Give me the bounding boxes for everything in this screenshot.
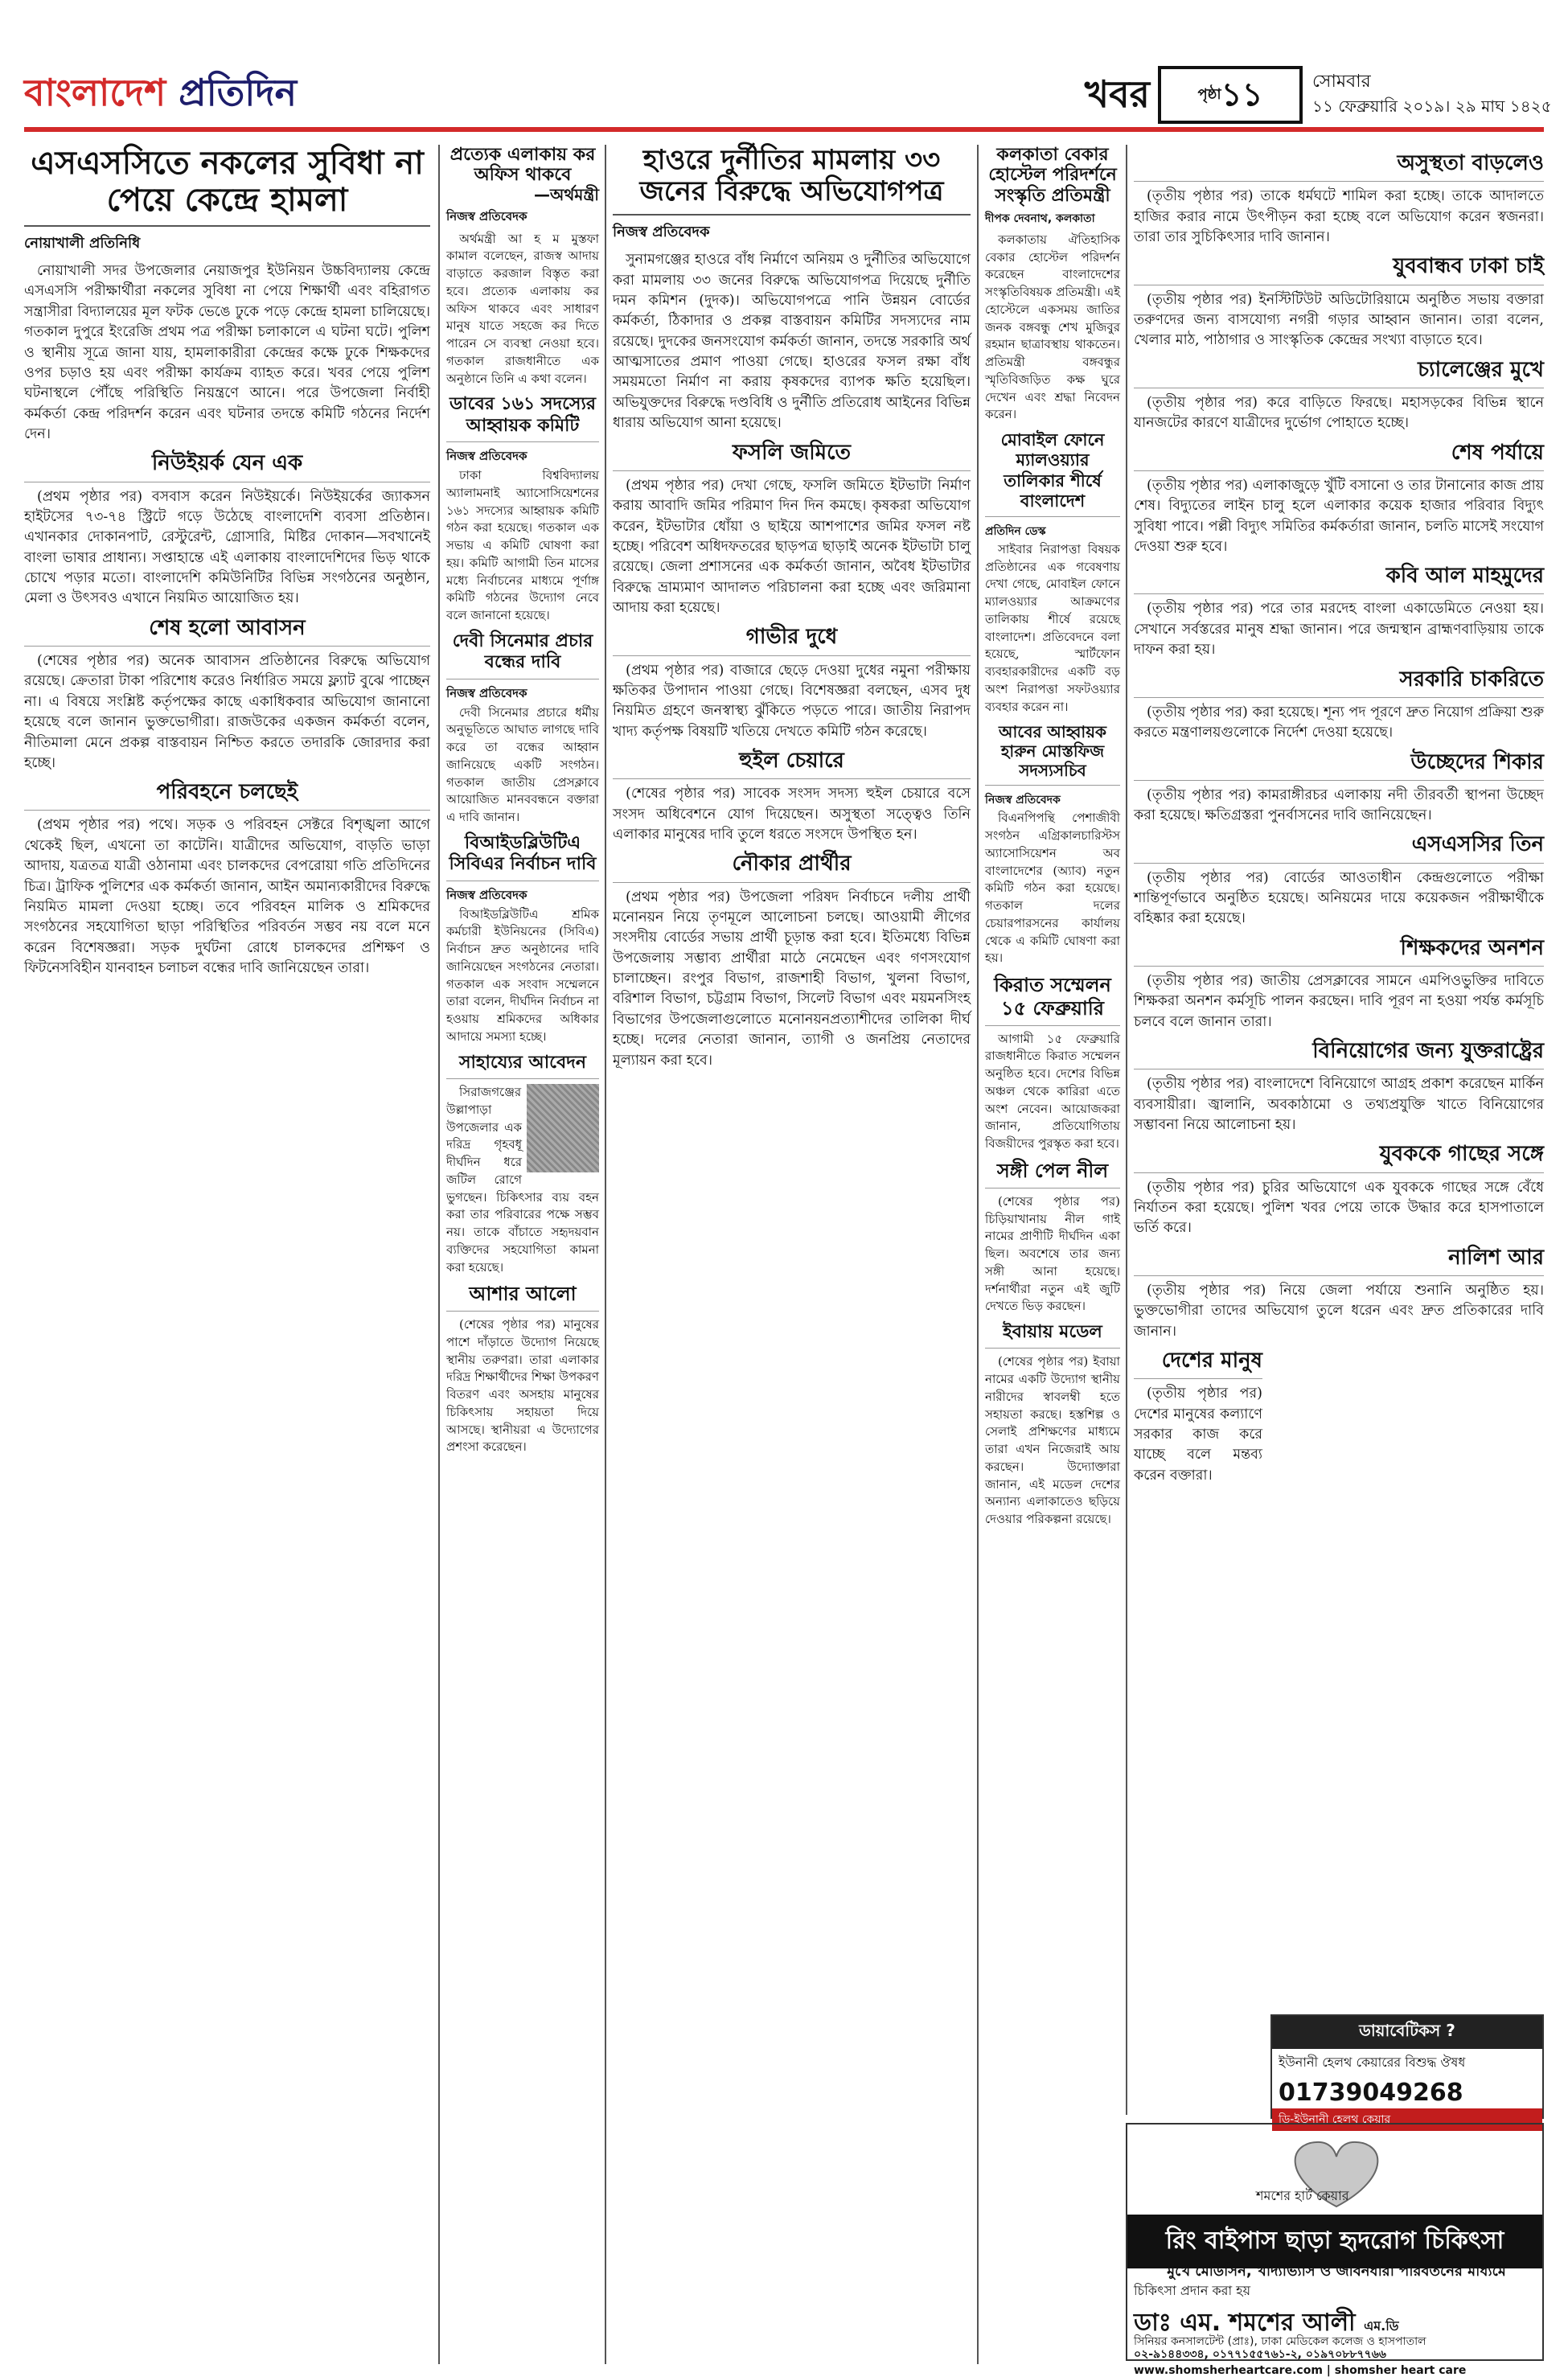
- doctor-name-text: ডাঃ এম. শমশের আলী: [1134, 2309, 1356, 2337]
- article-body: [446, 906, 599, 1046]
- masthead-rule: [24, 127, 1544, 132]
- logo-part-2: প্রতিদিন: [179, 71, 298, 114]
- headline: প্রত্যেক এলাকায় কর অফিস থাকবে: [449, 145, 596, 186]
- subheadline: শেষ পর্যায়ে: [1134, 441, 1544, 471]
- article-body: [613, 250, 971, 433]
- subheadline: আবের আহ্বায়ক হারুন মোস্তফিজ সদস্যসচিব: [985, 722, 1120, 786]
- article-body: [1134, 1384, 1262, 1486]
- ad-line: মুখে মেডিসিন, খাদ্যাভ্যাস ও জীবনধারা পরিবর্তনের মাধ্যমে: [1167, 2263, 1506, 2280]
- paragraph: সিরাজগঞ্জের উল্লাপাড়া উপজেলার এক দরিদ্র গৃহবধূ দীর্ঘদিন ধরে জটিল রোগে ভুগছেন। চিকিৎসার ব্যয় বহন করা তার পরিবারের পক্ষে সম্ভব নয়। তাকে বাঁচাতে সহৃদয়বান ব্যক্তিদের সহযোগিতা কামনা করা হয়েছে।: [446, 1085, 599, 1275]
- paragraph: (তৃতীয় পৃষ্ঠার পর) এলাকাজুড়ে খুঁটি বসানো ও তার টানানোর কাজ প্রায় শেষ। বিদ্যুতের লাইন চালু হলে এলাকার কয়েক হাজার পরিবার বিদ্যুৎ সুবিধা পাবে। পল্লী বিদ্যুৎ সমিতির কর্মকর্তারা জানান, চলতি মাসেই সংযোগ দেওয়া শুরু হবে।: [1134, 477, 1544, 555]
- lead-headline: হাওরে দুর্নীতির মামলায় ৩৩ জনের বিরুদ্ধে অভিযোগপত্র: [613, 145, 971, 216]
- subheadline: অসুস্থতা বাড়লেও: [1134, 151, 1544, 182]
- byline: নিজস্ব প্রতিবেদক: [446, 887, 527, 902]
- article-body: [446, 467, 599, 625]
- ad-footer: ডি-ইউনানী হেলথ কেয়ার: [1272, 2108, 1542, 2131]
- subheadline: কিরাত সম্মেলন ১৫ ফেব্রুয়ারি: [985, 974, 1120, 1026]
- article-body: [985, 1193, 1120, 1316]
- paragraph: (তৃতীয় পৃষ্ঠার পর) করা হয়েছে। শূন্য পদ পূরণে দ্রুত নিয়োগ প্রক্রিয়া শুরু করতে মন্ত্রণালয়গুলোকে নির্দেশ দেওয়া হয়েছে।: [1134, 704, 1544, 741]
- article-body: [1134, 971, 1544, 1032]
- subheadline: চ্যালেঞ্জের মুখে: [1134, 358, 1544, 388]
- column-5: [1134, 145, 1544, 2010]
- article-body: [1134, 290, 1544, 351]
- article-body: [1134, 1074, 1544, 1135]
- byline: দীপক দেবনাথ, কলকাতা: [985, 211, 1095, 225]
- subheadline: ইবায়ায় মডেল: [985, 1322, 1120, 1349]
- page-number-box: [1158, 66, 1303, 124]
- subheadline: যুববান্ধব ঢাকা চাই: [1134, 254, 1544, 285]
- article-body: [613, 784, 971, 845]
- subheadline: হুইল চেয়ারে: [613, 749, 971, 779]
- subheadline: সাহায্যের আবেদন: [446, 1053, 599, 1079]
- column-1: [24, 145, 430, 2364]
- paragraph: অর্থমন্ত্রী আ হ ম মুস্তফা কামাল বলেছেন, রাজস্ব আদায় বাড়াতে করজাল বিস্তৃত করা হবে। প্রত্যেক এলাকায় কর অফিস থাকবে এবং সাধারণ মানুষ যাতে সহজে কর দিতে পারেন সে ব্যবস্থা নেওয়া হবে। গতকাল রাজধানীতে এক অনুষ্ঠানে তিনি এ কথা বলেন।: [446, 231, 599, 386]
- paragraph: (প্রথম পৃষ্ঠার পর) পথে। সড়ক ও পরিবহন সেক্টরে বিশৃঙ্খলা আগে থেকেই ছিল, এখনো তা কাটেনি। যাত্রীদের অভিযোগ, বাড়তি ভাড়া আদায়, যত্রতত্র যাত্রী ওঠানামা এবং চালকদের বেপরোয়া গতি প্রতিদিনের চিত্র। ট্রাফিক পুলিশের এক কর্মকর্তা জানান, আইন অমান্যকারীদের বিরুদ্ধে নিয়মিত মামলা দেওয়া হচ্ছে। তবে পরিবহন মালিক ও শ্রমিকদের সংগঠনের সহযোগিতা ছাড়া পরিস্থিতির পরিবর্তন সম্ভব নয় বলে মনে করেন বিশেষজ্ঞরা। সড়ক দুর্ঘটনা রোধে চালকদের প্রশিক্ষণ ও ফিটনেসবিহীন যানবাহন চলাচল বন্ধের দাবি জানিয়েছেন তারা।: [24, 817, 430, 977]
- byline: নিজস্ব প্রতিবেদক: [446, 449, 527, 464]
- byline: নিজস্ব প্রতিবেদক: [985, 794, 1061, 807]
- subheadline: নালিশ আর: [1134, 1246, 1544, 1276]
- subheadline: সরকারি চাকরিতে: [1134, 667, 1544, 698]
- paragraph: সুনামগঞ্জের হাওরে বাঁধ নির্মাণে অনিয়ম ও দুর্নীতির অভিযোগে করা মামলায় ৩৩ জনের বিরুদ্ধে অভিযোগপত্র দিয়েছে দুর্নীতি দমন কমিশন (দুদক)। অভিযোগপত্রে পানি উন্নয়ন বোর্ডের কর্মকর্তা, ঠিকাদার ও প্রকল্প বাস্তবায়ন কমিটির সদস্যদের নাম রয়েছে। দুদকের জনসংযোগ কর্মকর্তা জানান, তদন্তে সরকারি অর্থ আত্মসাতের প্রমাণ পাওয়া গেছে। হাওরের ফসল রক্ষা বাঁধ সময়মতো নির্মাণ না করায় কৃষকদের ব্যাপক ক্ষতি হয়েছিল। অভিযুক্তদের বিরুদ্ধে দণ্ডবিধি ও দুর্নীতি প্রতিরোধ আইনের বিভিন্ন ধারায় অভিযোগ আনা হয়েছে।: [613, 252, 971, 432]
- column-rule: [605, 145, 606, 2364]
- subheadline: কবি আল মাহমুদের: [1134, 564, 1544, 594]
- date: ১১ ফেব্রুয়ারি ২০১৯। ২৯ মাঘ ১৪২৫: [1312, 96, 1552, 116]
- newspaper-logo: [24, 64, 354, 121]
- subheadline: নৌকার প্রার্থীর: [613, 852, 971, 882]
- byline: নিজস্ব প্রতিবেদক: [446, 685, 527, 700]
- doctor-designation: সিনিয়র কনসালটেন্ট (প্রাঃ), ঢাকা মেডিকেল কলেজ ও হাসপাতাল: [1134, 2335, 1426, 2348]
- article-body: [985, 232, 1120, 424]
- ad-title: ডায়াবেটিকস ?: [1272, 2016, 1542, 2049]
- article-body: [1134, 393, 1544, 434]
- article-body: [1134, 703, 1544, 744]
- column-rule: [1126, 145, 1127, 2115]
- section-label: খবর: [1084, 72, 1150, 116]
- paragraph: (প্রথম পৃষ্ঠার পর) দেখা গেছে, ফসলি জমিতে ইটভাটা নির্মাণ করায় আবাদি জমির পরিমাণ দিন দিন কমছে। কৃষকরা অভিযোগ করেন, ইটভাটার ধোঁয়া ও ছাইয়ে আশপাশের জমির ফসল নষ্ট হচ্ছে। পরিবেশ অধিদফতরের ছাড়পত্র ছাড়াই অনেক ইটভাটা চালু রয়েছে। জেলা প্রশাসনের এক কর্মকর্তা জানান, অবৈধ ইটভাটার বিরুদ্ধে ভ্রাম্যমাণ আদালত পরিচালনা করা হচ্ছে এবং জরিমানা আদায় করা হয়েছে।: [613, 477, 971, 616]
- ad-phone: [1134, 2345, 1542, 2377]
- article-body: [613, 888, 971, 1071]
- column-3: [613, 145, 971, 2364]
- doctor-degree: এম.ডি: [1364, 2318, 1399, 2334]
- paragraph: আগামী ১৫ ফেব্রুয়ারি রাজধানীতে কিরাত সম্মেলন অনুষ্ঠিত হবে। দেশের বিভিন্ন অঞ্চল থেকে কারিরা এতে অংশ নেবেন। আয়োজকরা জানান, প্রতিযোগিতায় বিজয়ীদের পুরস্কৃত করা হবে।: [985, 1031, 1120, 1152]
- subheadline: গাভীর দুধে: [613, 625, 971, 655]
- article-body: [1134, 1281, 1544, 1342]
- lead-headline: এসএসসিতে নকলের সুবিধা না পেয়ে কেন্দ্রে হামলা: [24, 145, 430, 227]
- subheadline: এসএসসির তিন: [1134, 832, 1544, 863]
- subheadline: ডাবের ১৬১ সদস্যের আহ্বায়ক কমিটি: [446, 394, 599, 442]
- paragraph: (শেষের পৃষ্ঠার পর) সাবেক সংসদ সদস্য হুইল চেয়ারে বসে সংসদ অধিবেশনে যোগ দিয়েছেন। অসুস্থতা সত্ত্বেও তিনি এলাকার মানুষের দাবি তুলে ধরতে সংসদে উপস্থিত হন।: [613, 786, 971, 843]
- subheadline: বিনিয়োগের জন্য যুক্তরাষ্ট্রের: [1134, 1039, 1544, 1069]
- byline: নোয়াখালী প্রতিনিধি: [24, 235, 141, 252]
- paragraph: (তৃতীয় পৃষ্ঠার পর) দেশের মানুষের কল্যাণে সরকার কাজ করে যাচ্ছে বলে মন্তব্য করেন বক্তারা।: [1134, 1386, 1262, 1484]
- article-body: [1134, 1178, 1544, 1239]
- paragraph: দেবী সিনেমার প্রচারে ধর্মীয় অনুভূতিতে আঘাত লাগছে দাবি করে তা বন্ধের আহ্বান জানিয়েছে একটি সংগঠন। গতকাল জাতীয় প্রেসক্লাবে আয়োজিত মানববন্ধনে বক্তারা এ দাবি জানান।: [446, 704, 599, 825]
- subheadline: নিউইয়র্ক যেন এক: [24, 451, 430, 482]
- page-label: পৃষ্ঠা: [1197, 86, 1221, 103]
- article-body: [985, 810, 1120, 967]
- column-rule: [977, 145, 979, 2364]
- article-body: [1134, 599, 1544, 660]
- article-body: [985, 1353, 1120, 1529]
- subheadline: সঙ্গী পেল নীল: [985, 1160, 1120, 1188]
- article-body: [24, 815, 430, 979]
- article-body: [1134, 476, 1544, 558]
- paragraph: (তৃতীয় পৃষ্ঠার পর) তাকে ধর্মঘটে শামিল করা হচ্ছে। তাকে আদালতে হাজির করার নামে উৎপীড়ন করা হচ্ছে বলে অভিযোগ করেন স্বজনরা। তারা তার সুচিকিৎসার দাবি জানান।: [1134, 188, 1544, 245]
- article-body: [985, 1031, 1120, 1153]
- ad-text: ইউনানী হেলথ কেয়ারের বিশুদ্ধ ঔষধ: [1279, 2055, 1466, 2070]
- article-body: [24, 261, 430, 445]
- paragraph: (শেষের পৃষ্ঠার পর) অনেক আবাসন প্রতিষ্ঠানের বিরুদ্ধে অভিযোগ রয়েছে। ক্রেতারা টাকা পরিশোধ করেও নির্ধারিত সময়ে ফ্ল্যাট বুঝে পাচ্ছেন না। এ বিষয়ে সংশ্লিষ্ট কর্তৃপক্ষের কাছে একাধিকবার অভিযোগ জানানো হয়েছে বলে জানান ভুক্তভোগীরা। রাজউকের একজন কর্মকর্তা বলেন, নীতিমালা মেনে প্রকল্প বাস্তবায়ন নিশ্চিত করতে তদারকি জোরদার করা হচ্ছে।: [24, 653, 430, 771]
- paragraph: কলকাতায় ঐতিহাসিক বেকার হোস্টেল পরিদর্শন করেছেন বাংলাদেশের সংস্কৃতিবিষয়ক প্রতিমন্ত্রী। এই হোস্টেলে একসময় জাতির জনক বঙ্গবন্ধু শেখ মুজিবুর রহমান ছাত্রাবস্থায় থাকতেন। প্রতিমন্ত্রী বঙ্গবন্ধুর স্মৃতিবিজড়িত কক্ষ ঘুরে দেখেন এবং শ্রদ্ধা নিবেদন করেন।: [985, 232, 1120, 422]
- paragraph: (তৃতীয় পৃষ্ঠার পর) বোর্ডের আওতাধীন কেন্দ্রগুলোতে পরীক্ষা শান্তিপূর্ণভাবে অনুষ্ঠিত হয়েছে। অনিয়মের দায়ে কয়েকজন পরীক্ষার্থীকে বহিষ্কার করা হয়েছে।: [1134, 869, 1544, 927]
- article-body: [24, 651, 430, 774]
- subheadline: শেষ হলো আবাসন: [24, 616, 430, 647]
- page-number: ১১: [1221, 76, 1263, 113]
- subheadline: পরিবহনে চলছেই: [24, 780, 430, 811]
- website[interactable]: www.shomsherheartcare.com | shomsher heart care: [1134, 2364, 1467, 2377]
- article-body: [446, 1316, 599, 1456]
- paragraph: (তৃতীয় পৃষ্ঠার পর) চুরির অভিযোগে এক যুবককে গাছের সঙ্গে বেঁধে নির্যাতন করা হয়েছে। পুলিশ খবর পেয়ে তাকে উদ্ধার করে হাসপাতালে ভর্তি করে।: [1134, 1179, 1544, 1237]
- paragraph: (তৃতীয় পৃষ্ঠার পর) নিয়ে জেলা পর্যায়ে শুনানি অনুষ্ঠিত হয়। ভুক্তভোগীরা তাদের অভিযোগ তুলে ধরেন এবং দ্রুত প্রতিকারের দাবি জানান।: [1134, 1282, 1544, 1340]
- paragraph: (প্রথম পৃষ্ঠার পর) বাজারে ছেড়ে দেওয়া দুধের নমুনা পরীক্ষায় ক্ষতিকর উপাদান পাওয়া গেছে। বিশেষজ্ঞরা বলছেন, এসব দুধ নিয়মিত গ্রহণে জনস্বাস্থ্য ঝুঁকিতে পড়তে পারে। জাতীয় নিরাপদ খাদ্য কর্তৃপক্ষ বিষয়টি খতিয়ে দেখতে কমিটি গঠন করেছে।: [613, 662, 971, 740]
- paragraph: (প্রথম পৃষ্ঠার পর) বসবাস করেন নিউইয়র্কে। নিউইয়র্কের জ্যাকসন হাইটসের ৭৩-৭৪ স্ট্রিটে গড়ে উঠেছে বাংলাদেশি ব্যবসা প্রতিষ্ঠান। এখানকার দোকানপাট, রেস্টুরেন্ট, গ্রোসারি, মিষ্টির দোকান—সবখানেই বাংলা ভাষার প্রাধান্য। সপ্তাহান্তে এই এলাকায় বাংলাদেশিদের ভিড় থাকে চোখে পড়ার মতো। বাংলাদেশি কমিউনিটির বিভিন্ন সংগঠনের অনুষ্ঠান, মেলা ও উৎসবও এখানে নিয়মিত আয়োজিত হয়।: [24, 488, 430, 607]
- article-body: [1134, 187, 1544, 248]
- column-rule: [438, 145, 440, 2364]
- subheadline: যুবককে গাছের সঙ্গে: [1134, 1142, 1544, 1172]
- person-photo: [527, 1084, 599, 1172]
- article-body: [1134, 786, 1544, 827]
- subheadline: বিআইডব্লিউটিএ সিবিএর নির্বাচন দাবি: [446, 833, 599, 881]
- article-body: [446, 704, 599, 827]
- paragraph: (প্রথম পৃষ্ঠার পর) উপজেলা পরিষদ নির্বাচনে দলীয় প্রার্থী মনোনয়ন নিয়ে তৃণমূলে আলোচনা চলছে। আওয়ামী লীগের সংসদীয় বোর্ডের সভায় প্রার্থী চূড়ান্ত করা হবে। ইতিমধ্যে বিভিন্ন উপজেলায় সম্ভাব্য প্রার্থীরা মাঠে নেমেছেন এবং গণসংযোগ চালাচ্ছেন। রংপুর বিভাগ, রাজশাহী বিভাগ, খুলনা বিভাগ, বরিশাল বিভাগ, চট্টগ্রাম বিভাগ, সিলেট বিভাগ এবং ময়মনসিংহ বিভাগের উপজেলাগুলোতে মনোনয়নপ্রত্যাশীদের তালিকা দীর্ঘ হচ্ছে। দলের নেতারা জানান, ত্যাগী ও জনপ্রিয় নেতাদের মূল্যায়ন করা হবে।: [613, 889, 971, 1069]
- article-body: [613, 661, 971, 743]
- paragraph: (শেষের পৃষ্ঠার পর) মানুষের পাশে দাঁড়াতে উদ্যোগ নিয়েছে স্থানীয় তরুণরা। তারা এলাকার দরিদ্র শিক্ষার্থীদের শিক্ষা উপকরণ বিতরণ এবং অসহায় মানুষের চিকিৎসায় সহায়তা দিয়ে আসছে। স্থানীয়রা এ উদ্যোগের প্রশংসা করেছেন।: [446, 1317, 599, 1455]
- subheadline: ফসলি জমিতে: [613, 441, 971, 471]
- attribution: —অর্থমন্ত্রী: [534, 184, 599, 204]
- phone-numbers: ০২-৯১৪৪৩৩৪, ০১৭৭১৫৫৭৬১-২, ০১৯৭০৮৮৭৭৬৬: [1134, 2348, 1386, 2361]
- article-body: [613, 476, 971, 619]
- diabetes-ad: [1270, 2014, 1544, 2126]
- byline: প্রতিদিন ডেস্ক: [985, 524, 1046, 538]
- paragraph: (তৃতীয় পৃষ্ঠার পর) পরে তার মরদেহ বাংলা একাডেমিতে নেওয়া হয়। সেখানে সর্বস্তরের মানুষ শ্রদ্ধা জানান। পরে জন্মস্থান ব্রাহ্মণবাড়িয়ায় তাকে দাফন করা হয়।: [1134, 601, 1544, 659]
- subheadline: শিক্ষকদের অনশন: [1134, 936, 1544, 967]
- paragraph: নোয়াখালী সদর উপজেলার নেয়াজপুর ইউনিয়ন উচ্চবিদ্যালয় কেন্দ্রে এসএসসি পরীক্ষার্থীরা নকলের সুবিধা না পেয়ে শিক্ষার্থী এবং বহিরাগত সন্ত্রাসীরা বিদ্যালয়ের মূল ফটক ভেঙে ঢুকে পড়ে কেন্দ্রে হামলা চালিয়েছে। গতকাল দুপুরে ইংরেজি প্রথম পত্র পরীক্ষা চলাকালে এ ঘটনা ঘটে। পুলিশ ও স্থানীয় সূত্রে জানা যায়, হামলাকারীরা কেন্দ্রের কক্ষে ঢুকে শিক্ষকদের ওপর চড়াও হয় এবং পরীক্ষা কার্যক্রম ব্যাহত করে। খবর পেয়ে পুলিশ ঘটনাস্থলে পৌঁছে পরিস্থিতি নিয়ন্ত্রণে আনে। পরে উপজেলা নির্বাহী কর্মকর্তা কেন্দ্র পরিদর্শন করেন এবং ঘটনার তদন্তে কমিটি গঠনের নির্দেশ দেন।: [24, 263, 430, 442]
- paragraph: (শেষের পৃষ্ঠার পর) ইবায়া নামের একটি উদ্যোগ স্থানীয় নারীদের স্বাবলম্বী হতে সহায়তা করছে। হস্তশিল্প ও সেলাই প্রশিক্ষণের মাধ্যমে তারা এখন নিজেরাই আয় করছেন। উদ্যোক্তারা জানান, এই মডেল দেশের অন্যান্য এলাকাতেও ছড়িয়ে দেওয়ার পরিকল্পনা রয়েছে।: [985, 1354, 1120, 1527]
- brand-name: শমশের হার্ট কেয়ার: [1256, 2188, 1349, 2203]
- subheadline: দেশের মানুষ: [1134, 1349, 1262, 1379]
- paragraph: (তৃতীয় পৃষ্ঠার পর) করে বাড়িতে ফিরছে। মহাসড়কের বিভিন্ন স্থানে যানজটের কারণে যাত্রীদের দুর্ভোগ পোহাতে হচ্ছে।: [1134, 394, 1544, 432]
- article-body: [985, 541, 1120, 716]
- paragraph: (তৃতীয় পৃষ্ঠার পর) কামরাঙ্গীরচর এলাকায় নদী তীরবর্তী স্থাপনা উচ্ছেদ করা হয়েছে। ক্ষতিগ্রস্তরা পুনর্বাসনের দাবি জানিয়েছেন।: [1134, 786, 1544, 824]
- ad-phone: 01739049268: [1279, 2079, 1463, 2107]
- byline: নিজস্ব প্রতিবেদক: [613, 224, 710, 241]
- column-4: [985, 145, 1120, 2364]
- subheadline: দেবী সিনেমার প্রচার বন্ধের দাবি: [446, 631, 599, 679]
- headline: কলকাতা বেকার হোস্টেল পরিদর্শনে সংস্কৃতি প্রতিমন্ত্রী: [988, 145, 1117, 206]
- byline: নিজস্ব প্রতিবেদক: [446, 208, 527, 224]
- paragraph: বিআইডব্লিউটিএ শ্রমিক কর্মচারী ইউনিয়নের (সিবিএ) নির্বাচন দ্রুত অনুষ্ঠানের দাবি জানিয়েছেন সংগঠনের নেতারা। গতকাল এক সংবাদ সম্মেলনে তারা বলেন, দীর্ঘদিন নির্বাচন না হওয়ায় শ্রমিকদের অধিকার আদায়ে সমস্যা হচ্ছে।: [446, 906, 599, 1044]
- subheadline: মোবাইল ফোনে ম্যালওয়্যার তালিকার শীর্ষে বাংলাদেশ: [985, 430, 1120, 517]
- paragraph: (শেষের পৃষ্ঠার পর) চিড়িয়াখানায় নীল গাই নামের প্রাণীটি দীর্ঘদিন একা ছিল। অবশেষে তার জন্য সঙ্গী আনা হয়েছে। দর্শনার্থীরা নতুন এই জুটি দেখতে ভিড় করছেন।: [985, 1193, 1120, 1314]
- article-body: [24, 487, 430, 610]
- heart-care-ad: [1126, 2123, 1544, 2377]
- paragraph: (তৃতীয় পৃষ্ঠার পর) ইনস্টিটিউট অডিটোরিয়ামে অনুষ্ঠিত সভায় বক্তারা তরুণদের জন্য বাসযোগ্য নগরী গড়ার আহ্বান জানান। তারা বলেন, খেলার মাঠ, পাঠাগার ও সাংস্কৃতিক কেন্দ্রের সংখ্যা বাড়াতে হবে।: [1134, 291, 1544, 349]
- article-body: [1134, 868, 1544, 930]
- subheadline: আশার আলো: [446, 1283, 599, 1312]
- paragraph: বিএনপিপন্থি পেশাজীবী সংগঠন এগ্রিকালচারিস্টস অ্যাসোসিয়েশন অব বাংলাদেশের (অ্যাব) নতুন কমিটি গঠন করা হয়েছে। গতকাল দলের চেয়ারপারসনের কার্যালয় থেকে এ কমিটি ঘোষণা করা হয়।: [985, 811, 1120, 966]
- column-2: [446, 145, 599, 2364]
- ad-line: চিকিৎসা প্রদান করা হয়: [1134, 2283, 1251, 2298]
- paragraph: ঢাকা বিশ্ববিদ্যালয় অ্যালামনাই অ্যাসোসিয়েশনের ১৬১ সদস্যের আহ্বায়ক কমিটি গঠন করা হয়েছে। গতকাল এক সভায় এ কমিটি ঘোষণা করা হয়। কমিটি আগামী তিন মাসের মধ্যে নির্বাচনের মাধ্যমে পূর্ণাঙ্গ কমিটি গঠনের উদ্যোগ নেবে বলে জানানো হয়েছে।: [446, 468, 599, 623]
- paragraph: সাইবার নিরাপত্তা বিষয়ক প্রতিষ্ঠানের এক গবেষণায় দেখা গেছে, মোবাইল ফোনে ম্যালওয়্যার আক্রমণের তালিকায় শীর্ষে রয়েছে বাংলাদেশ। প্রতিবেদনে বলা হয়েছে, স্মার্টফোন ব্যবহারকারীদের একটি বড় অংশ নিরাপত্তা সফটওয়্যার ব্যবহার করেন না।: [985, 541, 1120, 714]
- weekday: সোমবার: [1312, 72, 1371, 92]
- article-body: [446, 231, 599, 388]
- logo-part-1: বাংলাদেশ: [24, 71, 179, 114]
- subheadline: উচ্ছেদের শিকার: [1134, 750, 1544, 781]
- ad-banner: রিং বাইপাস ছাড়া হৃদরোগ চিকিৎসা: [1127, 2215, 1542, 2268]
- paragraph: (তৃতীয় পৃষ্ঠার পর) জাতীয় প্রেসক্লাবের সামনে এমপিওভুক্তির দাবিতে শিক্ষকরা অনশন কর্মসূচি পালন করছেন। দাবি পূরণ না হওয়া পর্যন্ত কর্মসূচি চলবে বলে জানান তারা।: [1134, 972, 1544, 1030]
- paragraph: (তৃতীয় পৃষ্ঠার পর) বাংলাদেশে বিনিয়োগে আগ্রহ প্রকাশ করেছেন মার্কিন ব্যবসায়ীরা। জ্বালানি, অবকাঠামো ও তথ্যপ্রযুক্তি খাতে বিনিয়োগের সম্ভাবনা নিয়ে আলোচনা হয়।: [1134, 1076, 1544, 1133]
